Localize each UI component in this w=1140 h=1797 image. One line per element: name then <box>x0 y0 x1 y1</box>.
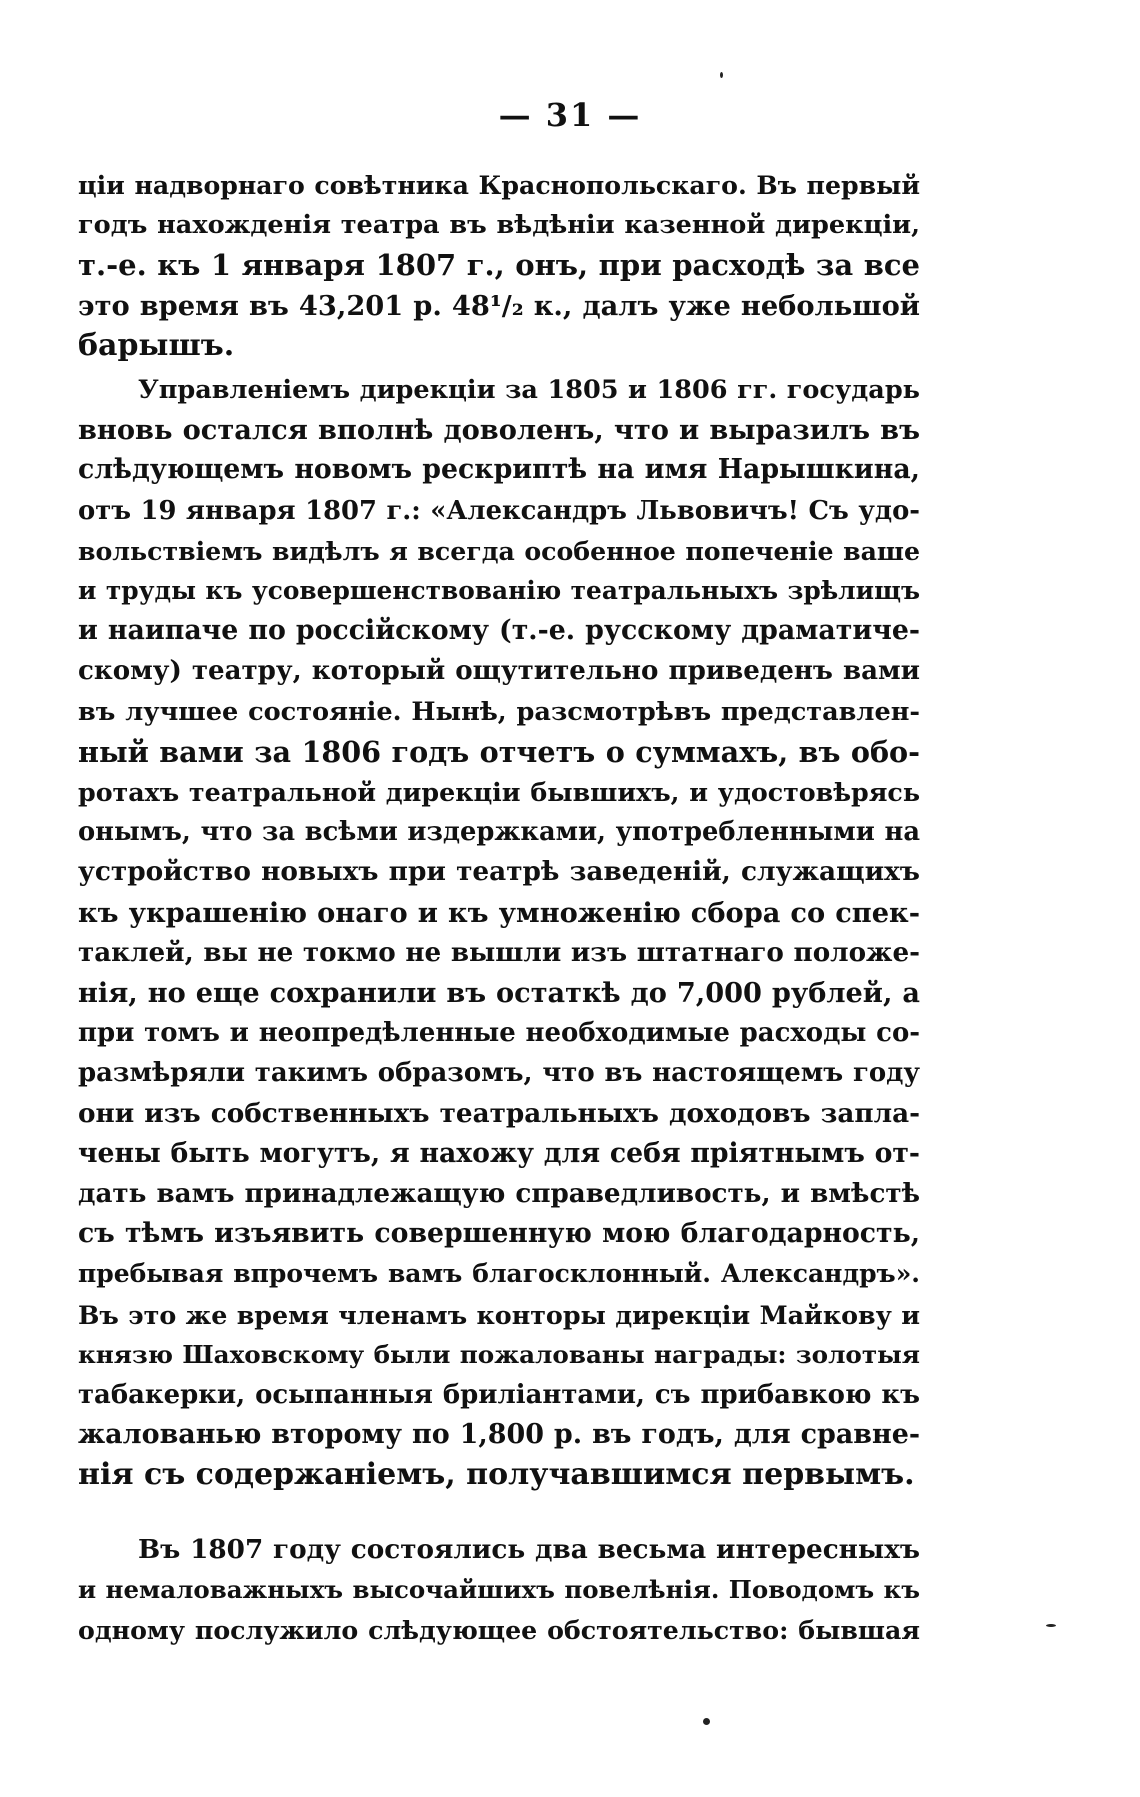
text-line: барышъ. <box>78 327 235 363</box>
text-line: вольствіемъ видѣлъ я всегда особенное попеченіе ваше <box>78 535 920 566</box>
text-line: они изъ собственныхъ театральныхъ доходовъ запла- <box>78 1097 920 1129</box>
text-line: и наипаче по россійскому (т.-е. русскому драматиче- <box>78 615 920 647</box>
text-line: жалованью второму по 1,800 р. въ годъ, для сравне- <box>78 1419 920 1451</box>
text-line: и труды къ усовершенствованію театральныхъ зрѣлищъ <box>78 576 920 606</box>
text-line: къ украшенію онаго и къ умноженію сбора со спек- <box>78 896 920 929</box>
text-line: пребывая впрочемъ вамъ благосклонный. Александръ». <box>78 1259 920 1289</box>
text-line: князю Шаховскому были пожалованы награды: золотыя <box>78 1339 920 1369</box>
text-line: годъ нахожденія театра въ вѣдѣніи казенной дирекціи, <box>78 210 920 241</box>
text-line: устройство новыхъ при театрѣ заведеній, служащихъ <box>78 856 920 888</box>
text-line: табакерки, осыпанныя бриліантами, съ прибавкою къ <box>78 1380 920 1411</box>
text-line: дать вамъ принадлежащую справедливость, и вмѣстѣ <box>78 1178 920 1210</box>
text-line: ный вами за 1806 годъ отчетъ о суммахъ, въ обо- <box>78 734 920 769</box>
text-line: т.-е. къ 1 января 1807 г., онъ, при расходѣ за все <box>78 248 920 283</box>
paragraph-3 <box>78 1530 920 1651</box>
scan-speck <box>720 72 723 78</box>
text-line: скому) театру, который ощутительно приведенъ вами <box>78 656 920 687</box>
text-line: ціи надворнаго совѣтника Краснопольскаго. Въ первый <box>78 170 920 200</box>
text-line: размѣряли такимъ образомъ, что въ настоящемъ году <box>78 1058 920 1089</box>
text-line: съ тѣмъ изъявить совершенную мою благодарность, <box>78 1218 920 1250</box>
text-line: чены быть могутъ, я нахожу для себя пріятнымъ от- <box>78 1137 920 1169</box>
text-line: Въ 1807 году состоялись два весьма интересныхъ <box>138 1534 920 1565</box>
text-line: при томъ и неопредѣленные необходимые расходы со- <box>78 1018 920 1049</box>
text-line: это время въ 43,201 р. 48¹/₂ к., далъ уже небольшой <box>78 289 920 322</box>
text-line: слѣдующемъ новомъ рескриптѣ на имя Нарышкина, <box>78 454 920 486</box>
paragraph-1 <box>78 165 920 366</box>
text-line: и немаловажныхъ высочайшихъ повелѣнія. Поводомъ къ <box>78 1575 920 1605</box>
text-line: онымъ, что за всѣми издержками, употребленными на <box>78 817 920 848</box>
text-line: таклей, вы не токмо не вышли изъ штатнаго положе- <box>78 936 920 968</box>
paragraph-2 <box>78 370 920 1496</box>
text-line: одному послужило слѣдующее обстоятельство: бывшая <box>78 1615 920 1646</box>
page-number: — 31 — <box>498 96 642 134</box>
text-line: нія, но еще сохранили въ остаткѣ до 7,000 рублей, а <box>78 977 920 1010</box>
scan-speck <box>703 1718 710 1725</box>
text-line: ротахъ театральной дирекціи бывшихъ, и удостовѣрясь <box>78 777 920 808</box>
text-line: Въ это же время членамъ конторы дирекціи Майкову и <box>78 1299 920 1330</box>
text-line: нія съ содержаніемъ, получавшимся первымъ. <box>78 1457 915 1493</box>
text-line: Управленіемъ дирекціи за 1805 и 1806 гг. государь <box>138 375 920 405</box>
scan-speck <box>1046 1624 1056 1627</box>
text-line: вновь остался вполнѣ доволенъ, что и выразилъ въ <box>78 414 920 447</box>
text-line: отъ 19 января 1807 г.: «Александръ Львовичъ! Съ удо- <box>78 495 920 526</box>
text-line: въ лучшее состояніе. Нынѣ, разсмотрѣвъ представлен- <box>78 696 920 727</box>
